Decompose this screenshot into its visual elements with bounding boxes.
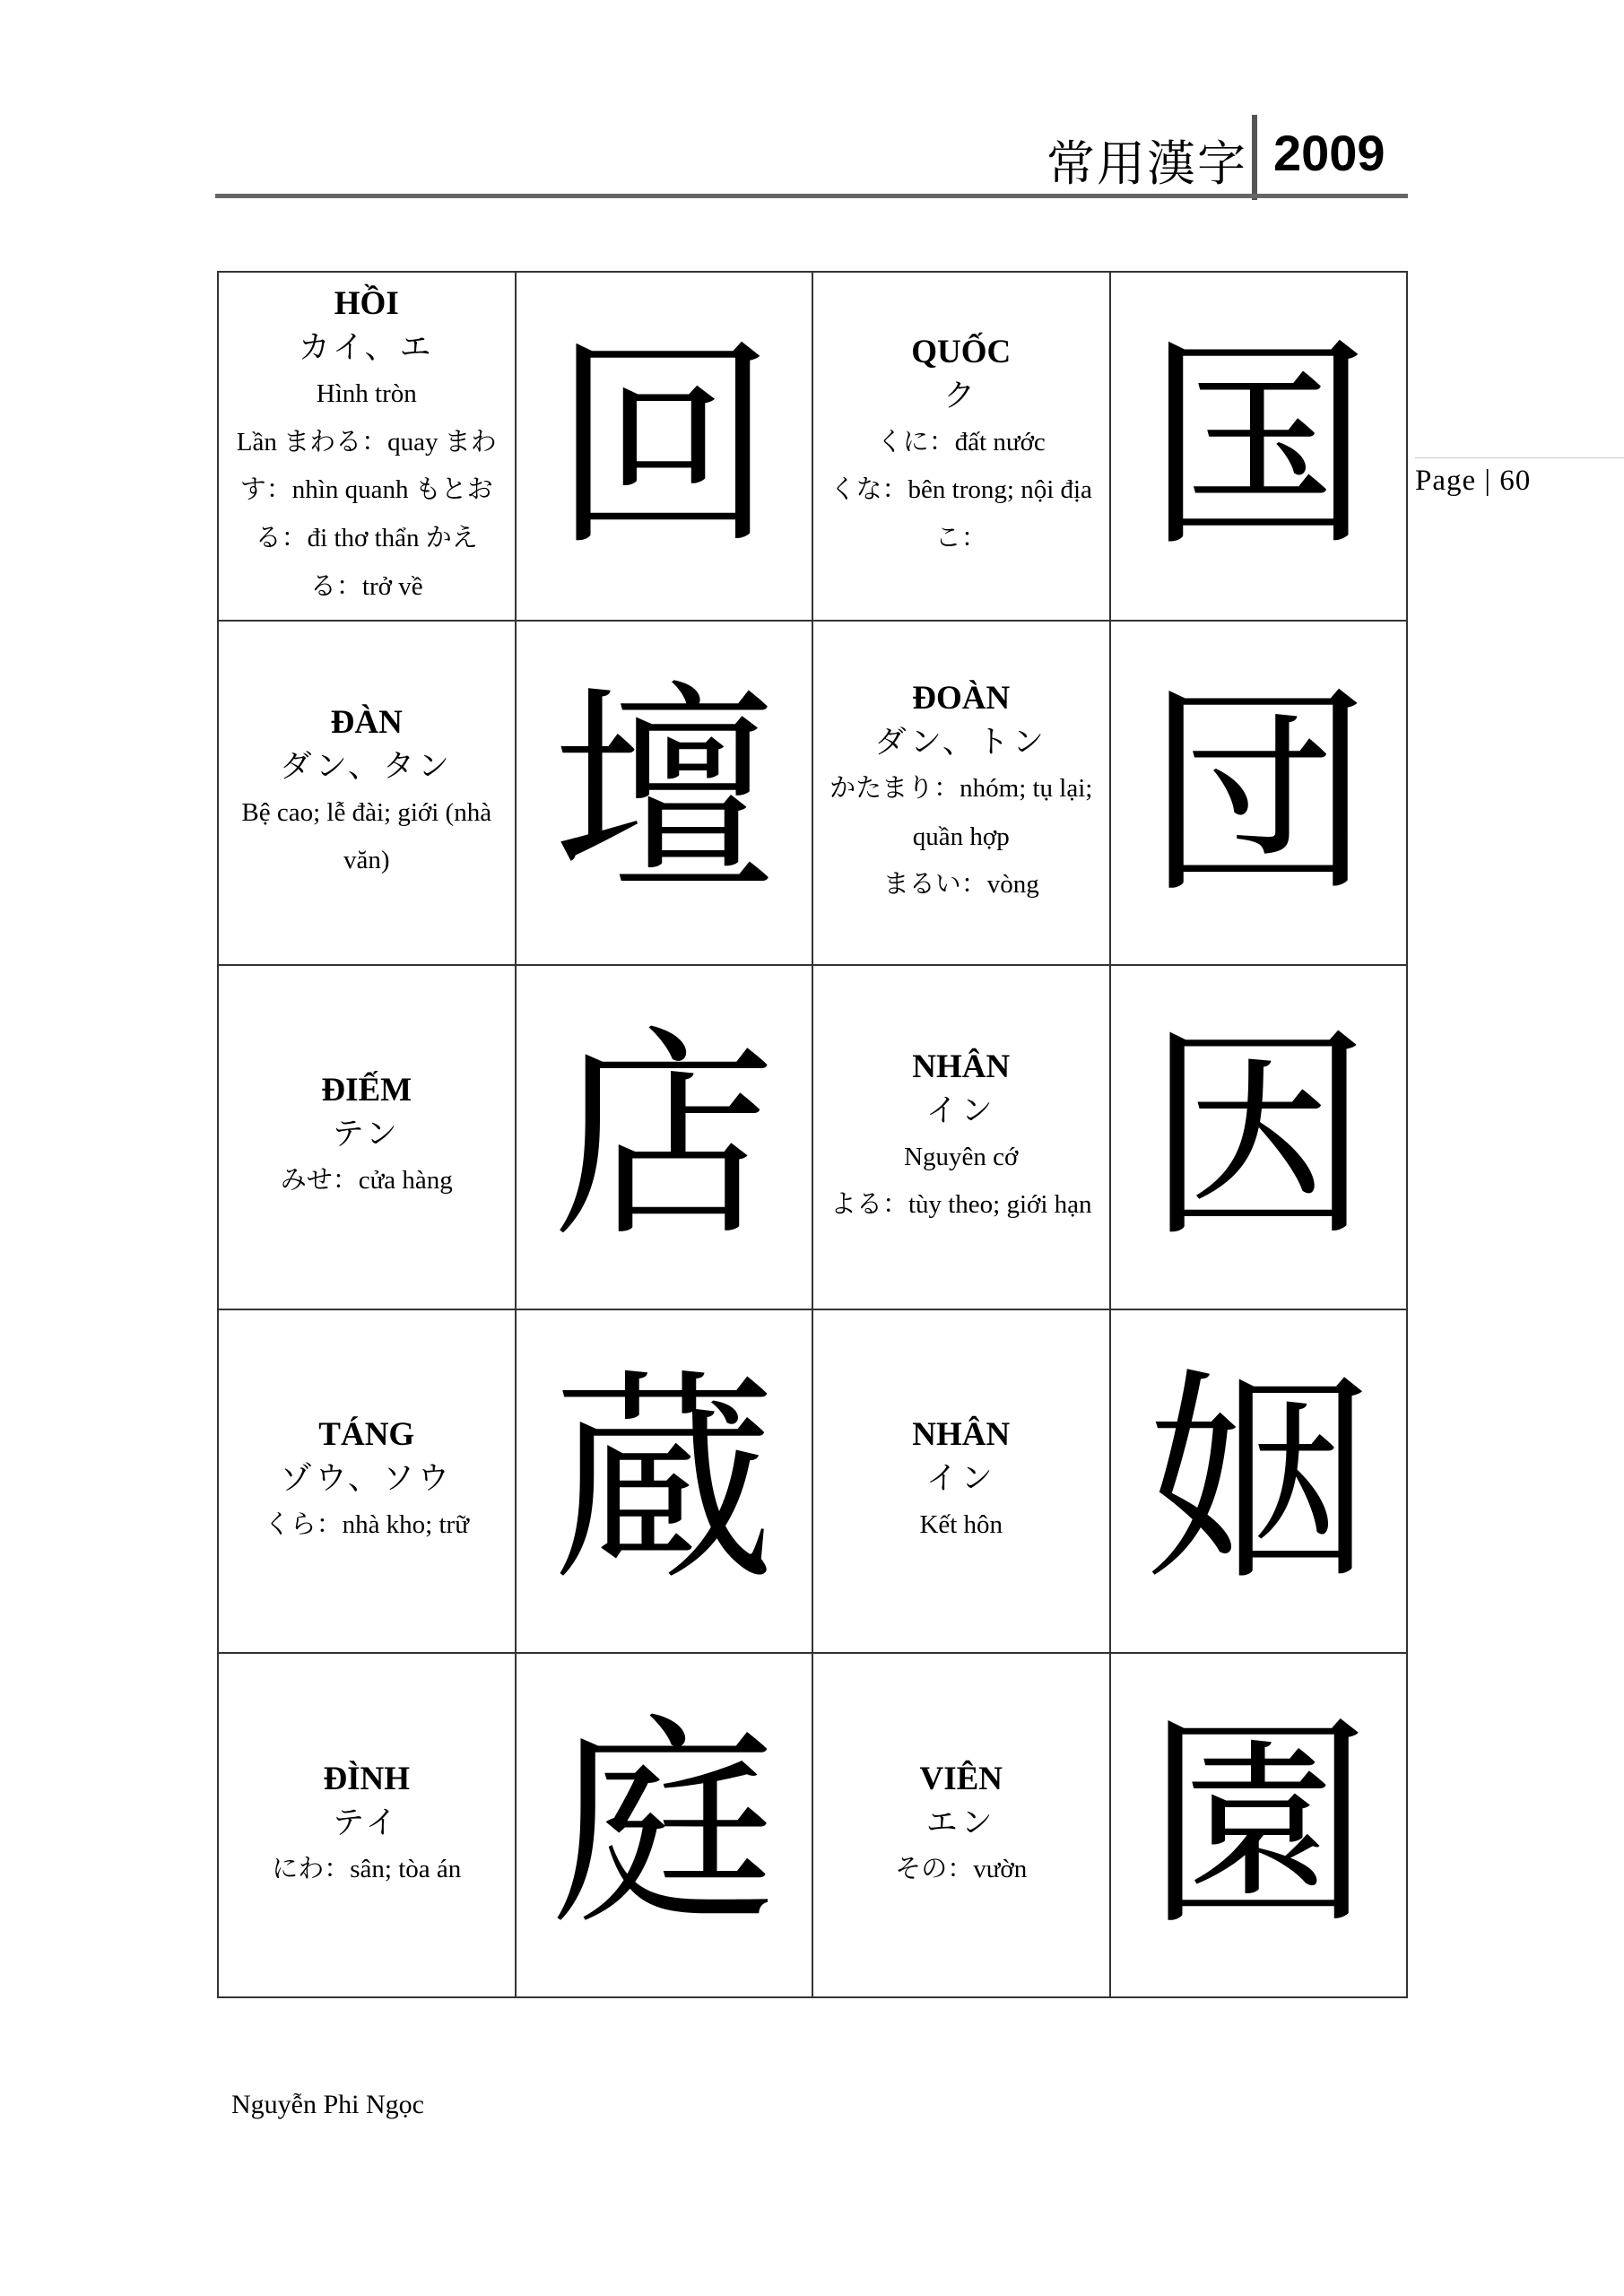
kanji-meaning: みせ：cửa hàng	[280, 1166, 453, 1196]
kanji-reading: エン	[925, 1805, 996, 1841]
kanji-meaning: Nguyên cớ	[904, 1142, 1019, 1171]
page-number: Page | 60	[1415, 465, 1532, 497]
kanji-reading: ク	[943, 378, 979, 414]
header-year: 2009	[1273, 125, 1385, 181]
kanji-info-cell	[813, 1310, 1111, 1655]
kanji-name: ĐÌNH	[323, 1760, 411, 1797]
kanji-info-cell	[219, 1310, 517, 1655]
kanji-meaning: にわ：sân; tòa án	[272, 1854, 462, 1883]
page-number-rule	[1415, 457, 1624, 458]
kanji-glyph-cell	[517, 622, 814, 966]
kanji-reading: イン	[925, 1461, 996, 1498]
kanji-name: TÁNG	[318, 1416, 415, 1454]
kanji-info-cell	[813, 273, 1111, 622]
kanji-glyph-cell	[517, 273, 814, 622]
kanji-name: QUỐC	[911, 333, 1012, 370]
kanji-table	[217, 271, 1408, 1998]
kanji-meaning: くに：đất nước	[876, 427, 1046, 457]
kanji-meaning: こ：	[934, 523, 987, 552]
kanji-name: NHÂN	[912, 1048, 1011, 1085]
author-footer: Nguyễn Phi Ngọc	[231, 2090, 424, 2119]
kanji-glyph-cell	[1111, 966, 1409, 1310]
header-title: 常用漢字	[1046, 135, 1247, 192]
kanji-reading: カイ、エ	[298, 329, 435, 366]
kanji-reading: テイ	[332, 1805, 401, 1841]
kanji-glyph-cell	[1111, 1654, 1409, 1998]
kanji-reading: ゾウ、ソウ	[280, 1461, 453, 1498]
kanji-info-cell	[813, 622, 1111, 966]
kanji-character: 姻	[1146, 1350, 1371, 1612]
kanji-character: 店	[551, 1005, 777, 1267]
kanji-meaning: よる：tùy theo; giới hạn	[829, 1190, 1092, 1220]
header-rule	[215, 194, 1408, 198]
kanji-meaning: まるい：vòng	[882, 870, 1039, 900]
kanji-name: NHÂN	[912, 1416, 1011, 1454]
kanji-meaning: Hình tròn	[316, 378, 417, 408]
kanji-character: 団	[1146, 661, 1371, 923]
kanji-glyph-cell	[517, 1310, 814, 1655]
kanji-name: ĐIẾM	[321, 1072, 413, 1109]
kanji-glyph-cell	[517, 966, 814, 1310]
kanji-name: VIÊN	[919, 1760, 1003, 1797]
kanji-reading: テン	[332, 1117, 401, 1153]
kanji-info-cell	[219, 622, 517, 966]
header-divider	[1252, 115, 1257, 200]
kanji-character: 庭	[551, 1694, 777, 1956]
kanji-name: ĐOÀN	[912, 680, 1011, 718]
kanji-character: 回	[551, 315, 777, 577]
kanji-info-cell	[813, 966, 1111, 1310]
kanji-glyph-cell	[1111, 1310, 1409, 1655]
kanji-info-cell	[219, 966, 517, 1310]
kanji-name: HỒI	[334, 285, 399, 322]
kanji-info-cell	[813, 1654, 1111, 1998]
kanji-reading: イン	[925, 1092, 996, 1129]
kanji-meaning: くな：bên trong; nội địa	[829, 475, 1092, 505]
kanji-meaning: Kết hôn	[919, 1510, 1003, 1540]
kanji-reading: ダン、タン	[280, 748, 454, 785]
kanji-character: 因	[1146, 1005, 1371, 1267]
kanji-character: 国	[1146, 315, 1371, 577]
kanji-name: ĐÀN	[330, 703, 403, 741]
kanji-meaning: Bệ cao; lễ đài; giới (nhà văn)	[241, 797, 492, 875]
kanji-meaning: くら：nhà kho; trữ	[264, 1510, 469, 1540]
kanji-meaning: その：vườn	[895, 1854, 1028, 1883]
kanji-info-cell	[219, 273, 517, 622]
kanji-character: 蔵	[551, 1350, 777, 1612]
kanji-glyph-cell	[1111, 273, 1409, 622]
kanji-character: 壇	[551, 661, 777, 923]
kanji-meaning: かたまり：nhóm; tụ lại; quần hợp	[829, 774, 1093, 851]
kanji-reading: ダン、トン	[874, 725, 1048, 761]
kanji-character: 園	[1146, 1694, 1371, 1956]
kanji-glyph-cell	[517, 1654, 814, 1998]
kanji-glyph-cell	[1111, 622, 1409, 966]
kanji-meaning: Lần まわる：quay まわす：nhìn quanh もとおる：đi thơ thẩn かえる：trở về	[236, 427, 497, 601]
page-header	[0, 115, 1624, 204]
kanji-info-cell	[219, 1654, 517, 1998]
